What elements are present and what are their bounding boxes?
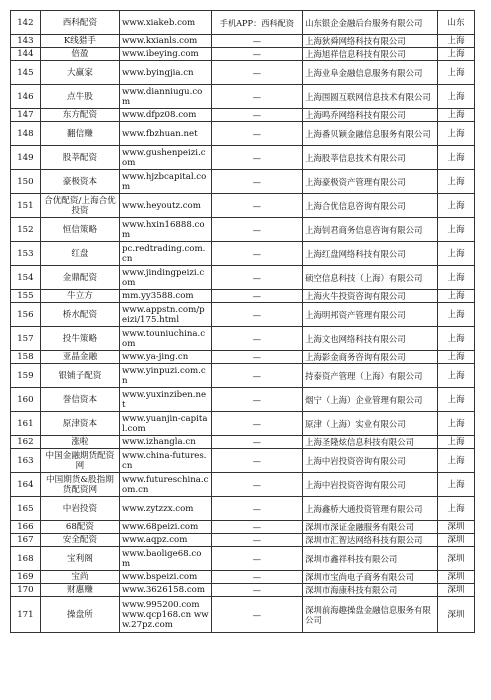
website-cell: www.futureschina.com.cn [120, 473, 212, 497]
app-cell: — [211, 571, 303, 584]
table-row [11, 194, 475, 218]
platform-name: 东方配资 [40, 109, 119, 122]
table-row [11, 412, 475, 436]
table-row [11, 473, 475, 497]
website-cell: www.dfpz08.com [120, 109, 212, 122]
platform-name: 银铺子配资 [40, 364, 119, 388]
region-cell: 上海 [437, 146, 474, 170]
row-number: 148 [11, 122, 41, 146]
company-cell: 上海股莘信息技术有限公司 [303, 146, 438, 170]
website-cell: www.heyoutz.com [120, 194, 212, 218]
row-number: 171 [11, 597, 41, 633]
website-cell: www.fbzhuan.net [120, 122, 212, 146]
table-row [11, 584, 475, 597]
website-cell: mm.yy3588.com [120, 290, 212, 303]
platform-name: 涨啦 [40, 436, 119, 449]
app-cell: — [211, 327, 303, 351]
table-row [11, 85, 475, 109]
table-row [11, 521, 475, 534]
row-number: 144 [11, 48, 41, 61]
website-cell: www.68peizi.com [120, 521, 212, 534]
company-cell: 深圳市汇智达网络科技有限公司 [303, 534, 438, 547]
region-cell: 上海 [437, 242, 474, 266]
website-cell: www.dianniugu.com [120, 85, 212, 109]
region-cell: 深圳 [437, 571, 474, 584]
table-row [11, 303, 475, 327]
table-row [11, 497, 475, 521]
website-cell: www.yuanjin-capital.com [120, 412, 212, 436]
company-cell: 上海中岩投资咨询有限公司 [303, 473, 438, 497]
platform-name: 68配资 [40, 521, 119, 534]
website-cell: www.byingjia.cn [120, 61, 212, 85]
company-cell: 上海圣隆炫信息科技有限公司 [303, 436, 438, 449]
company-cell: 上海文也网络科技有限公司 [303, 327, 438, 351]
platform-name: 中国金融期货配资网 [40, 449, 119, 473]
website-cell: www.yinpuzi.com.cn [120, 364, 212, 388]
company-cell: 上海中岩投资咨询有限公司 [303, 449, 438, 473]
row-number: 168 [11, 547, 41, 571]
row-number: 161 [11, 412, 41, 436]
region-cell: 深圳 [437, 597, 474, 633]
table-row [11, 364, 475, 388]
website-cell: www.kxianls.com [120, 35, 212, 48]
region-cell: 上海 [437, 436, 474, 449]
company-cell: 上海豪极资产管理有限公司 [303, 170, 438, 194]
region-cell: 上海 [437, 290, 474, 303]
company-cell: 上海狄舜网络科技有限公司 [303, 35, 438, 48]
platform-name: 操盘所 [40, 597, 119, 633]
platform-name: 投牛策略 [40, 327, 119, 351]
row-number: 160 [11, 388, 41, 412]
region-cell: 上海 [437, 303, 474, 327]
company-cell: 上海鸣乔网络科技有限公司 [303, 109, 438, 122]
website-cell: pc.redtrading.com.cn [120, 242, 212, 266]
app-cell: — [211, 364, 303, 388]
app-cell: — [211, 61, 303, 85]
row-number: 159 [11, 364, 41, 388]
region-cell: 山东 [437, 11, 474, 35]
table-row [11, 146, 475, 170]
company-cell: 上海番贝颖金融信息服务有限公司 [303, 122, 438, 146]
row-number: 164 [11, 473, 41, 497]
region-cell: 上海 [437, 85, 474, 109]
app-cell: — [211, 449, 303, 473]
website-cell: www.yuxinziben.net [120, 388, 212, 412]
app-cell: 手机APP：西科配资 [211, 11, 303, 35]
app-cell: — [211, 388, 303, 412]
website-cell: www.995200.com www.qcp168.cn www.27pz.com [120, 597, 212, 633]
row-number: 153 [11, 242, 41, 266]
website-cell: www.ya-jing.cn [120, 351, 212, 364]
company-cell: 山东银企金融后台服务有限公司 [303, 11, 438, 35]
platform-name: 翻信赚 [40, 122, 119, 146]
table-row [11, 290, 475, 303]
table-row [11, 61, 475, 85]
platform-name: 誉信资本 [40, 388, 119, 412]
app-cell: — [211, 266, 303, 290]
app-cell: — [211, 351, 303, 364]
row-number: 170 [11, 584, 41, 597]
app-cell: — [211, 48, 303, 61]
website-cell: www.hxin16888.com [120, 218, 212, 242]
app-cell: — [211, 122, 303, 146]
app-cell: — [211, 497, 303, 521]
row-number: 156 [11, 303, 41, 327]
website-cell: www.ibeying.com [120, 48, 212, 61]
platform-name: 桥水配资 [40, 303, 119, 327]
table-row [11, 242, 475, 266]
region-cell: 上海 [437, 388, 474, 412]
app-cell: — [211, 521, 303, 534]
row-number: 154 [11, 266, 41, 290]
platform-name: 点牛股 [40, 85, 119, 109]
app-cell: — [211, 242, 303, 266]
website-cell: www.jindingpeizi.com [120, 266, 212, 290]
region-cell: 上海 [437, 449, 474, 473]
company-cell: 上海旭祥信息科技有限公司 [303, 48, 438, 61]
row-number: 167 [11, 534, 41, 547]
company-cell: 上海业阜金融信息服务有限公司 [303, 61, 438, 85]
platform-name: 宝尚 [40, 571, 119, 584]
platform-name: K线猎手 [40, 35, 119, 48]
company-cell: 深圳前海趣操盘金融信息服务有限公司 [303, 597, 438, 633]
region-cell: 上海 [437, 35, 474, 48]
app-cell: — [211, 85, 303, 109]
app-cell: — [211, 436, 303, 449]
app-cell: — [211, 146, 303, 170]
website-cell: www.touniuchina.com [120, 327, 212, 351]
company-cell: 深圳市海康科技有限公司 [303, 584, 438, 597]
website-cell: www.zytzzx.com [120, 497, 212, 521]
app-cell: — [211, 194, 303, 218]
row-number: 157 [11, 327, 41, 351]
app-cell: — [211, 218, 303, 242]
platform-name: 西科配资 [40, 11, 119, 35]
company-cell: 上海围圆互联网信息技术有限公司 [303, 85, 438, 109]
company-cell: 原津（上海）实业有限公司 [303, 412, 438, 436]
app-cell: — [211, 534, 303, 547]
region-cell: 上海 [437, 194, 474, 218]
website-cell: www.izhangla.cn [120, 436, 212, 449]
row-number: 155 [11, 290, 41, 303]
table-row [11, 35, 475, 48]
platform-table [10, 10, 475, 633]
platform-name: 倍盈 [40, 48, 119, 61]
platform-name: 安全配资 [40, 534, 119, 547]
row-number: 145 [11, 61, 41, 85]
company-cell: 硕空信息科技（上海）有限公司 [303, 266, 438, 290]
row-number: 165 [11, 497, 41, 521]
platform-name: 亚晶金融 [40, 351, 119, 364]
row-number: 151 [11, 194, 41, 218]
row-number: 143 [11, 35, 41, 48]
region-cell: 上海 [437, 122, 474, 146]
company-cell: 深圳市深证金融服务有限公司 [303, 521, 438, 534]
table-row [11, 597, 475, 633]
app-cell: — [211, 290, 303, 303]
region-cell: 上海 [437, 61, 474, 85]
row-number: 142 [11, 11, 41, 35]
region-cell: 上海 [437, 364, 474, 388]
app-cell: — [211, 597, 303, 633]
table-row [11, 109, 475, 122]
company-cell: 深圳市宝尚电子商务有限公司 [303, 571, 438, 584]
region-cell: 上海 [437, 170, 474, 194]
website-cell: www.3626158.com [120, 584, 212, 597]
platform-name: 豪极资本 [40, 170, 119, 194]
region-cell: 上海 [437, 473, 474, 497]
row-number: 150 [11, 170, 41, 194]
app-cell: — [211, 303, 303, 327]
region-cell: 深圳 [437, 521, 474, 534]
company-cell: 深圳市鑫祥科技有限公司 [303, 547, 438, 571]
table-row [11, 571, 475, 584]
table-row [11, 534, 475, 547]
table-row [11, 547, 475, 571]
region-cell: 上海 [437, 218, 474, 242]
table-row [11, 122, 475, 146]
row-number: 163 [11, 449, 41, 473]
platform-name: 合优配资/上海合优投资 [40, 194, 119, 218]
row-number: 146 [11, 85, 41, 109]
table-row [11, 48, 475, 61]
platform-name: 中岩投资 [40, 497, 119, 521]
row-number: 147 [11, 109, 41, 122]
table-row [11, 11, 475, 35]
region-cell: 深圳 [437, 584, 474, 597]
row-number: 158 [11, 351, 41, 364]
table-body [11, 11, 475, 633]
row-number: 152 [11, 218, 41, 242]
row-number: 162 [11, 436, 41, 449]
platform-name: 股莘配资 [40, 146, 119, 170]
company-cell: 上海影金商务咨询有限公司 [303, 351, 438, 364]
company-cell: 上海鑫桥大通投资管理有限公司 [303, 497, 438, 521]
company-cell: 上海火牛投资咨询有限公司 [303, 290, 438, 303]
platform-name: 原津资本 [40, 412, 119, 436]
app-cell: — [211, 412, 303, 436]
platform-name: 红盘 [40, 242, 119, 266]
website-cell: www.xiakeb.com [120, 11, 212, 35]
website-cell: www.aqpz.com [120, 534, 212, 547]
app-cell: — [211, 547, 303, 571]
region-cell: 上海 [437, 266, 474, 290]
row-number: 169 [11, 571, 41, 584]
company-cell: 上海合优信息咨询有限公司 [303, 194, 438, 218]
region-cell: 上海 [437, 48, 474, 61]
company-cell: 持泰资产管理（上海）有限公司 [303, 364, 438, 388]
platform-name: 牛立方 [40, 290, 119, 303]
region-cell: 深圳 [437, 547, 474, 571]
platform-name: 恒信策略 [40, 218, 119, 242]
region-cell: 上海 [437, 109, 474, 122]
table-row [11, 170, 475, 194]
platform-name: 金鼎配资 [40, 266, 119, 290]
website-cell: www.appstn.com/peizi/175.html [120, 303, 212, 327]
app-cell: — [211, 473, 303, 497]
table-row [11, 351, 475, 364]
region-cell: 深圳 [437, 534, 474, 547]
table-row [11, 449, 475, 473]
app-cell: — [211, 35, 303, 48]
region-cell: 上海 [437, 351, 474, 364]
company-cell: 烟宁（上海）企业管理有限公司 [303, 388, 438, 412]
company-cell: 上海明邦资产管理有限公司 [303, 303, 438, 327]
row-number: 149 [11, 146, 41, 170]
region-cell: 上海 [437, 497, 474, 521]
platform-name: 宝利阁 [40, 547, 119, 571]
region-cell: 上海 [437, 327, 474, 351]
table-row [11, 436, 475, 449]
document-page [10, 10, 475, 633]
app-cell: — [211, 584, 303, 597]
app-cell: — [211, 109, 303, 122]
company-cell: 上海钊君商务信息咨询有限公司 [303, 218, 438, 242]
region-cell: 上海 [437, 412, 474, 436]
platform-name: 大赢家 [40, 61, 119, 85]
table-row [11, 388, 475, 412]
website-cell: www.china-futures.cn [120, 449, 212, 473]
website-cell: www.gushenpeizi.com [120, 146, 212, 170]
platform-name: 中国期货&股指期货配资网 [40, 473, 119, 497]
company-cell: 上海红盘网络科技有限公司 [303, 242, 438, 266]
table-row [11, 266, 475, 290]
table-row [11, 327, 475, 351]
website-cell: www.baolige68.com [120, 547, 212, 571]
table-row [11, 218, 475, 242]
row-number: 166 [11, 521, 41, 534]
platform-name: 财惠赚 [40, 584, 119, 597]
app-cell: — [211, 170, 303, 194]
website-cell: www.bspeizi.com [120, 571, 212, 584]
website-cell: www.hjzbcapital.com [120, 170, 212, 194]
